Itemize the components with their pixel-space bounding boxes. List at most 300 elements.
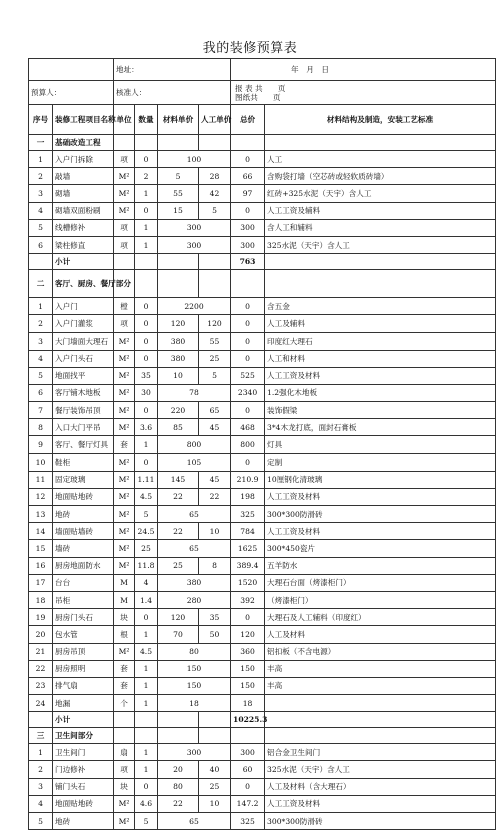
description-cell: 丰高 [265,660,496,677]
report-pages [231,81,496,105]
description-cell: 大理石台面（烤漆柜门） [265,574,496,591]
total-cell: 150 [231,677,265,694]
subtotal-value: 10225.3 [231,712,265,728]
description-cell: 人工及材料 [265,626,496,643]
description-cell: 丰高 [265,677,496,694]
row-number: 2 [29,315,53,332]
empty-cell [199,135,231,151]
qty-cell: 1 [135,626,158,643]
total-cell: 0 [231,298,265,315]
unit-cell: M² [114,813,135,830]
qty-cell: 0 [135,202,158,219]
empty-cell [231,270,265,298]
qty-cell: 1 [135,695,158,712]
row-number: 21 [29,643,53,660]
table-row [29,236,496,253]
item-name: 地漏 [53,695,114,712]
combined-price-cell: 300 [158,744,231,761]
unit-cell: M [114,574,135,591]
description-cell: 铝扣板（不含电源） [265,643,496,660]
combined-price-cell: 150 [158,677,231,694]
total-cell: 325 [231,813,265,830]
row-number: 22 [29,660,53,677]
total-cell: 1625 [231,540,265,557]
subtotal-label: 小计 [53,712,114,728]
labor-price-cell: 40 [199,761,231,778]
total-cell: 0 [231,151,265,168]
section-row [29,270,496,298]
unit-cell: M² [114,506,135,523]
unit-cell: M² [114,471,135,488]
total-cell: 120 [231,626,265,643]
description-cell: 300*300防滑砖 [265,506,496,523]
combined-price-cell: 80 [158,643,231,660]
labor-price-cell: 22 [199,488,231,505]
row-number: 1 [29,298,53,315]
labor-price-cell: 5 [199,367,231,384]
row-number: 5 [29,813,53,830]
labor-price-cell: 42 [199,185,231,202]
description-cell: 装饰假梁 [265,402,496,419]
table-row [29,168,496,185]
item-name: 排气扇 [53,677,114,694]
unit-cell: 套 [114,677,135,694]
empty-cell [135,728,158,744]
approver-label: 核准人： [114,81,231,105]
row-number: 4 [29,795,53,812]
item-name: 地砖 [53,506,114,523]
material-price-cell: 55 [158,185,199,202]
combined-price-cell: 800 [158,436,231,454]
total-cell: 784 [231,523,265,540]
row-number: 13 [29,506,53,523]
description-cell: 灯具 [265,436,496,454]
description-cell: 含购袋打墙（空芯砖或轻软质砖墙） [265,168,496,185]
unit-cell: M² [114,523,135,540]
row-number: 3 [29,185,53,202]
empty-cell [158,270,199,298]
section-row [29,728,496,744]
labor-price-cell: 10 [199,523,231,540]
unit-cell: M² [114,384,135,401]
unit-cell: M² [114,202,135,219]
qty-cell: 0 [135,350,158,367]
unit-cell: 项 [114,236,135,253]
qty-cell: 11.8 [135,557,158,574]
item-name: 入户门 [53,298,114,315]
total-cell: 0 [231,315,265,332]
table-row [29,540,496,557]
table-row [29,350,496,367]
description-cell: 300*450瓷片 [265,540,496,557]
table-row [29,298,496,315]
labor-price-cell: 28 [199,168,231,185]
total-cell: 800 [231,436,265,454]
table-row [29,185,496,202]
qty-cell: 24.5 [135,523,158,540]
item-name: 卫生间门 [53,744,114,761]
material-price-cell: 120 [158,315,199,332]
qty-cell: 0 [135,454,158,471]
header-row [29,105,496,135]
row-number: 19 [29,609,53,626]
empty-cell [135,270,158,298]
unit-cell: M [114,591,135,608]
item-name: 厨房照明 [53,660,114,677]
item-name: 厨房门头石 [53,609,114,626]
qty-cell: 4.5 [135,643,158,660]
empty-cell [158,135,199,151]
table-row [29,591,496,608]
row-number: 4 [29,350,53,367]
row-number: 23 [29,677,53,694]
item-name: 吊柜 [53,591,114,608]
total-cell: 360 [231,643,265,660]
total-cell: 300 [231,236,265,253]
section-row [29,135,496,151]
empty-cell [265,270,496,298]
qty-cell: 1.4 [135,591,158,608]
empty-cell [114,135,135,151]
description-cell: 人工工资及材料 [265,367,496,384]
item-name: 入口大门平吊 [53,419,114,436]
description-cell: 人工和材料 [265,350,496,367]
unit-cell: M² [114,643,135,660]
item-name: 墙砖 [53,540,114,557]
material-price-cell: 380 [158,332,199,350]
table-row [29,436,496,454]
combined-price-cell: 65 [158,540,231,557]
row-number: 4 [29,202,53,219]
table-row [29,744,496,761]
empty-cell [199,254,231,270]
combined-price-cell: 78 [158,384,231,401]
qty-cell: 2 [135,168,158,185]
description-cell [265,695,496,712]
row-number: 2 [29,168,53,185]
labor-price-cell: 25 [199,778,231,795]
qty-cell: 0 [135,609,158,626]
item-name: 地砖 [53,813,114,830]
empty-cell [29,254,53,270]
row-number: 11 [29,471,53,488]
section-number: 三 [29,728,53,744]
total-cell: 525 [231,367,265,384]
qty-cell: 1 [135,236,158,253]
row-number: 8 [29,419,53,436]
qty-cell: 1 [135,219,158,236]
unit-cell: M² [114,795,135,812]
labor-price-cell: 35 [199,609,231,626]
qty-cell: 0 [135,315,158,332]
labor-price-cell: 45 [199,471,231,488]
material-price-cell: 22 [158,523,199,540]
labor-price-cell: 5 [199,202,231,219]
empty-cell [158,254,199,270]
qty-cell: 0 [135,402,158,419]
unit-cell: M² [114,185,135,202]
unit-cell: 块 [114,778,135,795]
section-name: 基础改造工程 [53,135,114,151]
description-cell: 人工工资及材料 [265,523,496,540]
row-number: 17 [29,574,53,591]
combined-price-cell: 300 [158,219,231,236]
unit-cell: 套 [114,436,135,454]
table-row [29,506,496,523]
item-name: 厨房地面防水 [53,557,114,574]
address-row [29,59,496,81]
total-cell: 300 [231,744,265,761]
item-name: 客厅、餐厅灯具 [53,436,114,454]
description-cell: （烤漆柜门） [265,591,496,608]
unit-cell: M² [114,367,135,384]
total-cell: 60 [231,761,265,778]
unit-cell: 樘 [114,298,135,315]
qty-cell: 1 [135,761,158,778]
total-cell: 147.2 [231,795,265,812]
budgeter-label: 预算人： [29,81,114,105]
unit-cell: M² [114,332,135,350]
table-row [29,367,496,384]
row-number: 5 [29,219,53,236]
qty-cell: 1 [135,660,158,677]
unit-cell: 块 [114,609,135,626]
header-qty: 数量 [135,105,158,135]
total-cell: 0 [231,402,265,419]
item-name: 包水管 [53,626,114,643]
empty-cell [158,728,199,744]
unit-cell: M² [114,454,135,471]
row-number: 18 [29,591,53,608]
unit-cell: M² [114,419,135,436]
empty-cell [265,135,496,151]
empty-cell [265,712,496,728]
material-price-cell: 70 [158,626,199,643]
description-cell: 定制 [265,454,496,471]
labor-price-cell: 55 [199,332,231,350]
item-name: 门边修补 [53,761,114,778]
table-row [29,384,496,401]
table-row [29,151,496,168]
row-number: 10 [29,454,53,471]
description-cell: 含人工和辅料 [265,219,496,236]
unit-cell: M² [114,540,135,557]
table-row [29,626,496,643]
item-name: 地面找平 [53,367,114,384]
item-name: 铺门头石 [53,778,114,795]
description-cell: 人工工资及材料 [265,795,496,812]
item-name: 入户门灌浆 [53,315,114,332]
report-pages-line1: 报 表 共 页 [235,83,286,93]
total-cell: 0 [231,332,265,350]
table-row [29,660,496,677]
empty-cell [114,254,135,270]
header-desc: 材料结构及制造，安装工艺标准 [265,105,496,135]
unit-cell: 项 [114,761,135,778]
qty-cell: 35 [135,367,158,384]
table-row [29,488,496,505]
item-name: 台台 [53,574,114,591]
total-cell: 0 [231,609,265,626]
item-name: 砌墙双面粉刷 [53,202,114,219]
qty-cell: 0 [135,298,158,315]
labor-price-cell: 8 [199,557,231,574]
material-price-cell: 10 [158,367,199,384]
unit-cell: 项 [114,219,135,236]
table-row [29,813,496,830]
material-price-cell: 120 [158,609,199,626]
budget-table [28,58,496,830]
labor-price-cell: 50 [199,626,231,643]
labor-price-cell: 45 [199,419,231,436]
row-number: 6 [29,236,53,253]
item-name: 砌墙 [53,185,114,202]
total-cell: 468 [231,419,265,436]
unit-cell: M² [114,168,135,185]
unit-cell: M² [114,402,135,419]
item-name: 客厅铺木地板 [53,384,114,401]
qty-cell: 3.6 [135,419,158,436]
row-number: 2 [29,761,53,778]
table-row [29,471,496,488]
empty-cell [265,728,496,744]
section-name: 客厅、厨房、餐厅部分 [53,270,114,298]
total-cell: 0 [231,778,265,795]
unit-cell: 根 [114,626,135,643]
table-row [29,454,496,471]
item-name: 入户门拆除 [53,151,114,168]
item-name: 地面贴地砖 [53,488,114,505]
combined-price-cell: 18 [158,695,231,712]
empty-cell [199,712,231,728]
qty-cell: 1 [135,185,158,202]
material-price-cell: 85 [158,419,199,436]
description-cell: 325水泥（天宇）含人工 [265,236,496,253]
description-cell: 含五金 [265,298,496,315]
subtotal-row [29,254,496,270]
row-number: 12 [29,488,53,505]
labor-price-cell: 120 [199,315,231,332]
table-row [29,219,496,236]
qty-cell: 0 [135,151,158,168]
empty-cell [29,712,53,728]
section-name: 卫生间部分 [53,728,114,744]
total-cell: 0 [231,202,265,219]
table-row [29,677,496,694]
labor-price-cell: 65 [199,402,231,419]
total-cell: 2340 [231,384,265,401]
empty-cell [231,728,265,744]
subtotal-label: 小计 [53,254,114,270]
table-row [29,523,496,540]
section-number: 二 [29,270,53,298]
qty-cell: 1.11 [135,471,158,488]
total-cell: 18 [231,695,265,712]
material-price-cell: 380 [158,350,199,367]
description-cell: 300*300防滑砖 [265,813,496,830]
header-name: 装修工程项目名称 [53,105,114,135]
subtotal-row [29,712,496,728]
qty-cell: 4.5 [135,488,158,505]
row-number: 1 [29,744,53,761]
description-cell: 人工 [265,151,496,168]
qty-cell: 4 [135,574,158,591]
drawing-pages-line2: 图纸共 页 [235,92,281,102]
material-price-cell: 20 [158,761,199,778]
total-cell: 389.4 [231,557,265,574]
table-row [29,761,496,778]
unit-cell: M² [114,557,135,574]
date-label: 年 月 日 [231,59,496,81]
total-cell: 97 [231,185,265,202]
qty-cell: 0 [135,332,158,350]
table-row [29,557,496,574]
total-cell: 1520 [231,574,265,591]
table-row [29,778,496,795]
row-number: 24 [29,695,53,712]
description-cell: 人工工资及材料 [265,488,496,505]
table-row [29,795,496,812]
header-no: 序号 [29,105,53,135]
table-row [29,609,496,626]
empty-cell [114,728,135,744]
unit-cell: 套 [114,660,135,677]
table-row [29,402,496,419]
unit-cell: 项 [114,315,135,332]
qty-cell: 30 [135,384,158,401]
header-total: 总价 [231,105,265,135]
qty-cell: 5 [135,813,158,830]
item-name: 大门墙面大理石 [53,332,114,350]
empty-cell [265,254,496,270]
item-name: 餐厅装饰吊顶 [53,402,114,419]
material-price-cell: 145 [158,471,199,488]
empty-cell [158,712,199,728]
total-cell: 325 [231,506,265,523]
material-price-cell: 15 [158,202,199,219]
row-number: 3 [29,778,53,795]
description-cell: 10厘钢化清玻璃 [265,471,496,488]
description-cell: 人工及辅料 [265,315,496,332]
page-title: 我的装修预算表 [202,41,298,56]
description-cell: 325水泥（天宇）含人工 [265,761,496,778]
description-cell: 五羊防水 [265,557,496,574]
unit-cell: M² [114,350,135,367]
row-number: 3 [29,332,53,350]
unit-cell: M² [114,488,135,505]
table-row [29,419,496,436]
item-name: 入户门头石 [53,350,114,367]
header-material: 材料单价 [158,105,199,135]
table-row [29,332,496,350]
table-row [29,574,496,591]
combined-price-cell: 300 [158,236,231,253]
description-cell: 红砖+325水泥（天宇）含人工 [265,185,496,202]
total-cell: 210.9 [231,471,265,488]
table-row [29,315,496,332]
row-number: 15 [29,540,53,557]
qty-cell: 1 [135,677,158,694]
qty-cell: 1 [135,744,158,761]
item-name: 梁柱修直 [53,236,114,253]
labor-price-cell: 25 [199,350,231,367]
item-name: 墙面贴墙砖 [53,523,114,540]
row-number: 5 [29,367,53,384]
combined-price-cell: 100 [158,151,231,168]
item-name: 地面贴地砖 [53,795,114,812]
empty-cell [199,728,231,744]
row-number: 14 [29,523,53,540]
